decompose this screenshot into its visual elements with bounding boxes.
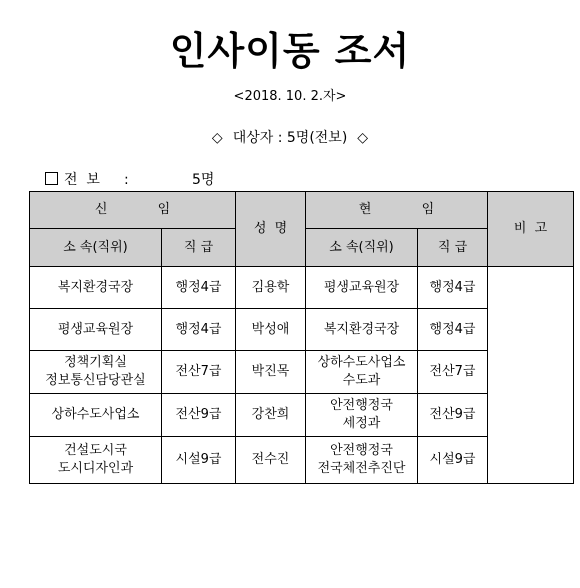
table-row (30, 267, 574, 309)
new-grade-cell: 시설9급 (162, 437, 236, 484)
name-cell: 전수진 (236, 437, 306, 484)
diamond-right-icon: ◇ (357, 130, 369, 146)
personnel-table (29, 191, 574, 484)
header-cur-grade: 직 급 (418, 229, 488, 267)
header-new-dept: 소 속(직위) (30, 229, 162, 267)
cur-grade-cell: 전산9급 (418, 394, 488, 437)
cur-grade-cell: 시설9급 (418, 437, 488, 484)
name-cell: 강찬희 (236, 394, 306, 437)
new-grade-cell: 행정4급 (162, 309, 236, 351)
header-cur-dept: 소 속(직위) (306, 229, 418, 267)
effective-date: <2018. 10. 2.자> (233, 89, 347, 104)
name-cell: 김용학 (236, 267, 306, 309)
category-colon: : (124, 172, 129, 188)
header-new-grade: 직 급 (162, 229, 236, 267)
cur-dept-cell: 안전행정국 세정과 (306, 394, 418, 437)
header-note: 비 고 (488, 192, 574, 267)
new-dept-cell: 평생교육원장 (30, 309, 162, 351)
category-count: 5명 (192, 172, 215, 188)
name-cell: 박성애 (236, 309, 306, 351)
transfer-summary (45, 170, 214, 190)
new-grade-cell: 전산9급 (162, 394, 236, 437)
new-grade-cell: 행정4급 (162, 267, 236, 309)
cur-grade-cell: 행정4급 (418, 267, 488, 309)
header-current-position: 현 임 (306, 192, 488, 229)
target-count-text: 대상자 : 5명(전보) (232, 130, 348, 146)
checkbox-icon (45, 172, 58, 185)
category-label: 전 보 (64, 172, 100, 188)
new-dept-cell: 건설도시국 도시디자인과 (30, 437, 162, 484)
cur-grade-cell: 행정4급 (418, 309, 488, 351)
target-summary-line (0, 128, 580, 148)
diamond-left-icon: ◇ (211, 130, 223, 146)
header-name: 성 명 (236, 192, 306, 267)
name-cell: 박진목 (236, 351, 306, 394)
cur-grade-cell: 전산7급 (418, 351, 488, 394)
cur-dept-cell: 상하수도사업소 수도과 (306, 351, 418, 394)
header-new-position: 신 임 (30, 192, 236, 229)
note-cell (488, 267, 574, 484)
new-grade-cell: 전산7급 (162, 351, 236, 394)
cur-dept-cell: 복지환경국장 (306, 309, 418, 351)
new-dept-cell: 정책기획실 정보통신담당관실 (30, 351, 162, 394)
cur-dept-cell: 안전행정국 전국체전추진단 (306, 437, 418, 484)
new-dept-cell: 복지환경국장 (30, 267, 162, 309)
new-dept-cell: 상하수도사업소 (30, 394, 162, 437)
cur-dept-cell: 평생교육원장 (306, 267, 418, 309)
document-title: 인사이동 조서 (169, 29, 411, 73)
